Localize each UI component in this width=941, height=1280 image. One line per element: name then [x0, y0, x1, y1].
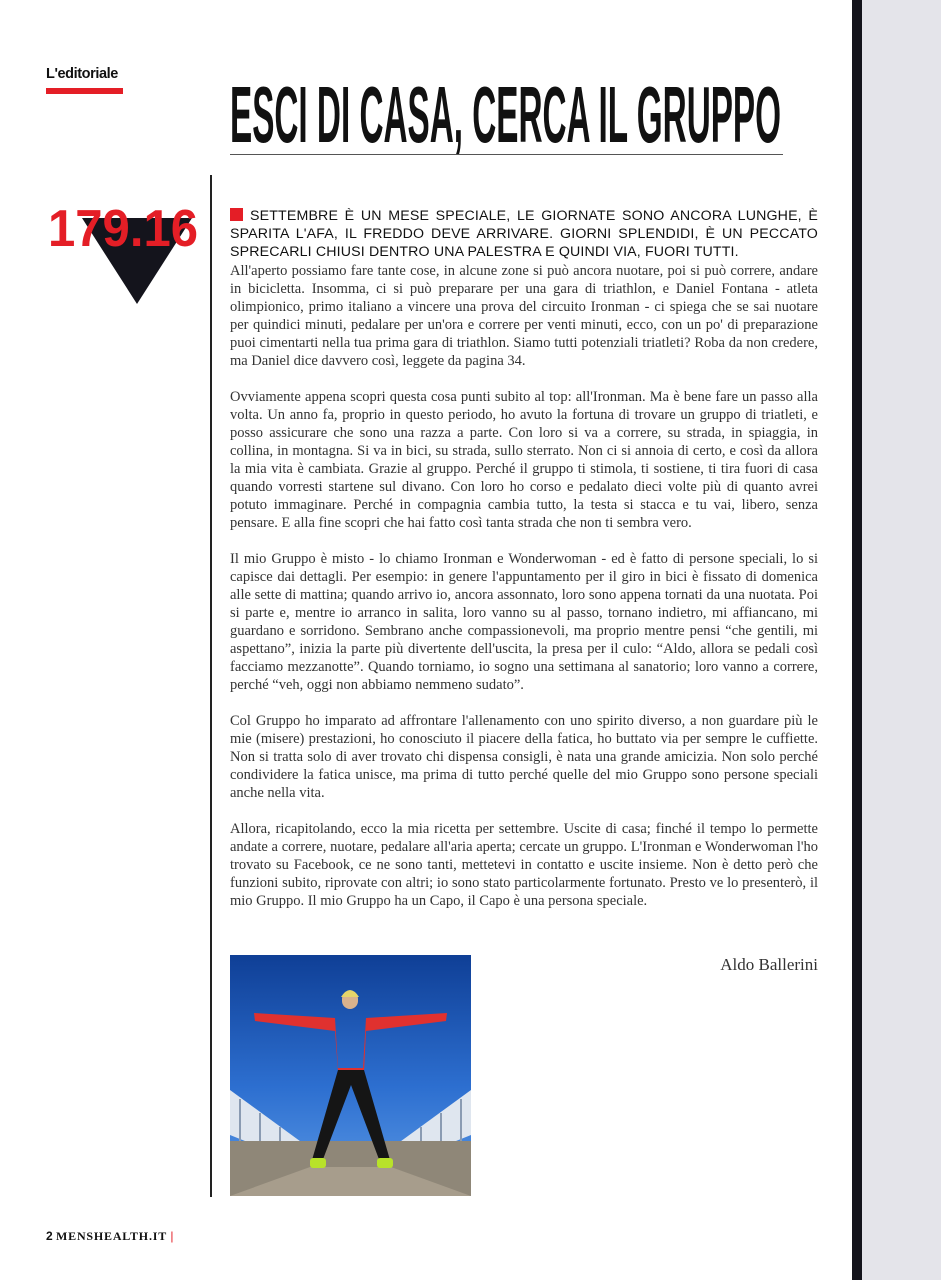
issue-number: 179.16 — [48, 200, 198, 258]
column-divider — [210, 175, 212, 1197]
lead-line-3: SPRECARLI CHIUSI DENTRO UNA PALESTRA E QUINDI VIA, FUORI TUTTI. — [230, 244, 739, 260]
lead-line-2: SPARITA L'AFA, IL FREDDO DEVE ARRIVARE. GIORNI SPLENDIDI, È UN PECCATO — [230, 226, 818, 242]
runner-shoe-left — [310, 1158, 326, 1168]
section-label: L'editoriale — [46, 66, 118, 82]
page-footer — [46, 1229, 174, 1244]
article-body — [230, 262, 818, 928]
paragraph: Col Gruppo ho imparato ad affrontare l'allenamento con uno spirito diverso, a non guardare più le mie (misere) prestazioni, ho conosciuto il piacere della fatica, ho buttato via per sempre le cuffiette. Non si tratta solo di aver trovato chi dispensa consigli, è nata una grande amicizia. Non solo perché condividere la fatica unisce, ma prima di tutto perché quelle del mio Gruppo sono persone speciali anche nella vita. — [230, 713, 818, 801]
author-photo — [230, 955, 471, 1196]
headline-rule — [230, 154, 783, 155]
page-edge-strip — [852, 0, 862, 1280]
lead-line-1: SETTEMBRE È UN MESE SPECIALE, LE GIORNATE SONO ANCORA LUNGHE, È — [250, 208, 818, 224]
author-signature: Aldo Ballerini — [720, 955, 818, 974]
lead-paragraph — [230, 207, 818, 261]
section-underline — [46, 88, 123, 94]
page-edge-background — [862, 0, 941, 1280]
headline-text: ESCI DI CASA, CERCA IL GRUPPO — [230, 70, 781, 154]
paragraph: Il mio Gruppo è misto - lo chiamo Ironman e Wonderwoman - ed è fatto di persone speciali, lo si capisce dai dettagli. Per esempio: in genere l'appuntamento per il giro in bici è fissato di domenica alle sette di mattina; quando arrivo io, ancora assonnato, loro sono appena tornati da una nuotata. Poi si parte e, mentre io arranco in salita, loro vanno su al passo, tornano indietro, mi affiancano, mi guardano e sorridono. Sembrano anche compassionevoli, ma proprio mentre pensi “che gentili, mi aspettano”, inizia la parte più divertente dell'uscita, la presa per il culo: “Aldo, allora se pedali così facciamo mezzanotte”. Quando torniamo, io sogno una settimana al sanatorio; loro vanno a correre, perché “veh, oggi non abbiamo nemmeno sudato”. — [230, 551, 818, 693]
footer-separator: | — [170, 1229, 174, 1243]
paragraph: Allora, ricapitolando, ecco la mia ricetta per settembre. Uscite di casa; finché il tempo lo permette andate a correre, nuotare, pedalare all'aria aperta; cercate un gruppo. L'Ironman e Wonderwoman l'ho trovato su Facebook, ce ne sono tanti, mettetevi in contatto e uscite insieme. Non è detto però che funzioni subito, riprovate con altri; io sono stato particolarmente fortunato. Presto ve lo presenterò, il mio Gruppo. Il mio Gruppo ha un Capo, il Capo è una persona speciale. — [230, 821, 818, 909]
headline — [230, 62, 785, 154]
paragraph: Ovviamente appena scopri questa cosa punti subito al top: all'Ironman. Ma è bene fare un passo alla volta. Un anno fa, proprio in questo periodo, ho avuto la fortuna di trovare un gruppo di triatleti, e posso assicurare che sono una razza a parte. Con loro si va a correre, su strada, in spiaggia, in collina, in montagna. Si va in bici, su strada, sullo sterrato. Non ci si annoia di certo, e così da allora la mia vita è cambiata. Grazie al gruppo. Perché il gruppo ti stimola, ti sostiene, ti tira fuori di casa quando vorresti startene sul divano. Con loro ho corso e pedalato dieci volte più di quanto avrei potuto immaginare. Perché in compagnia cambia tutto, la testa si stacca e tu vai, libero, senza pensare. E alla fine scopri che hai fatto così tanta strada che non ti sembra vero. — [230, 389, 818, 531]
issue-number-graphic — [40, 196, 210, 311]
square-bullet-icon — [230, 208, 243, 221]
page-number: 2 — [46, 1229, 53, 1243]
paragraph: All'aperto possiamo fare tante cose, in alcune zone si può ancora nuotare, poi si può correre, andare in bicicletta. Insomma, ci si può preparare per una gara di triathlon, e Daniel Fontana - atleta olimpionico, primo italiano a vincere una prova del circuito Ironman - ci spiega che se sai nuotare per quindici minuti, pedalare per un'ora e correre per venti minuti, ecco, con un po' di preparazione puoi cimentarti nella tua prima gara di triathlon. Siamo tutti potenziali triatleti? Roba da non credere, ma Daniel dice davvero così, leggete da pagina 34. — [230, 263, 818, 369]
website-link: MENSHEALTH.IT — [56, 1229, 168, 1243]
runner-shoe-right — [377, 1158, 393, 1168]
